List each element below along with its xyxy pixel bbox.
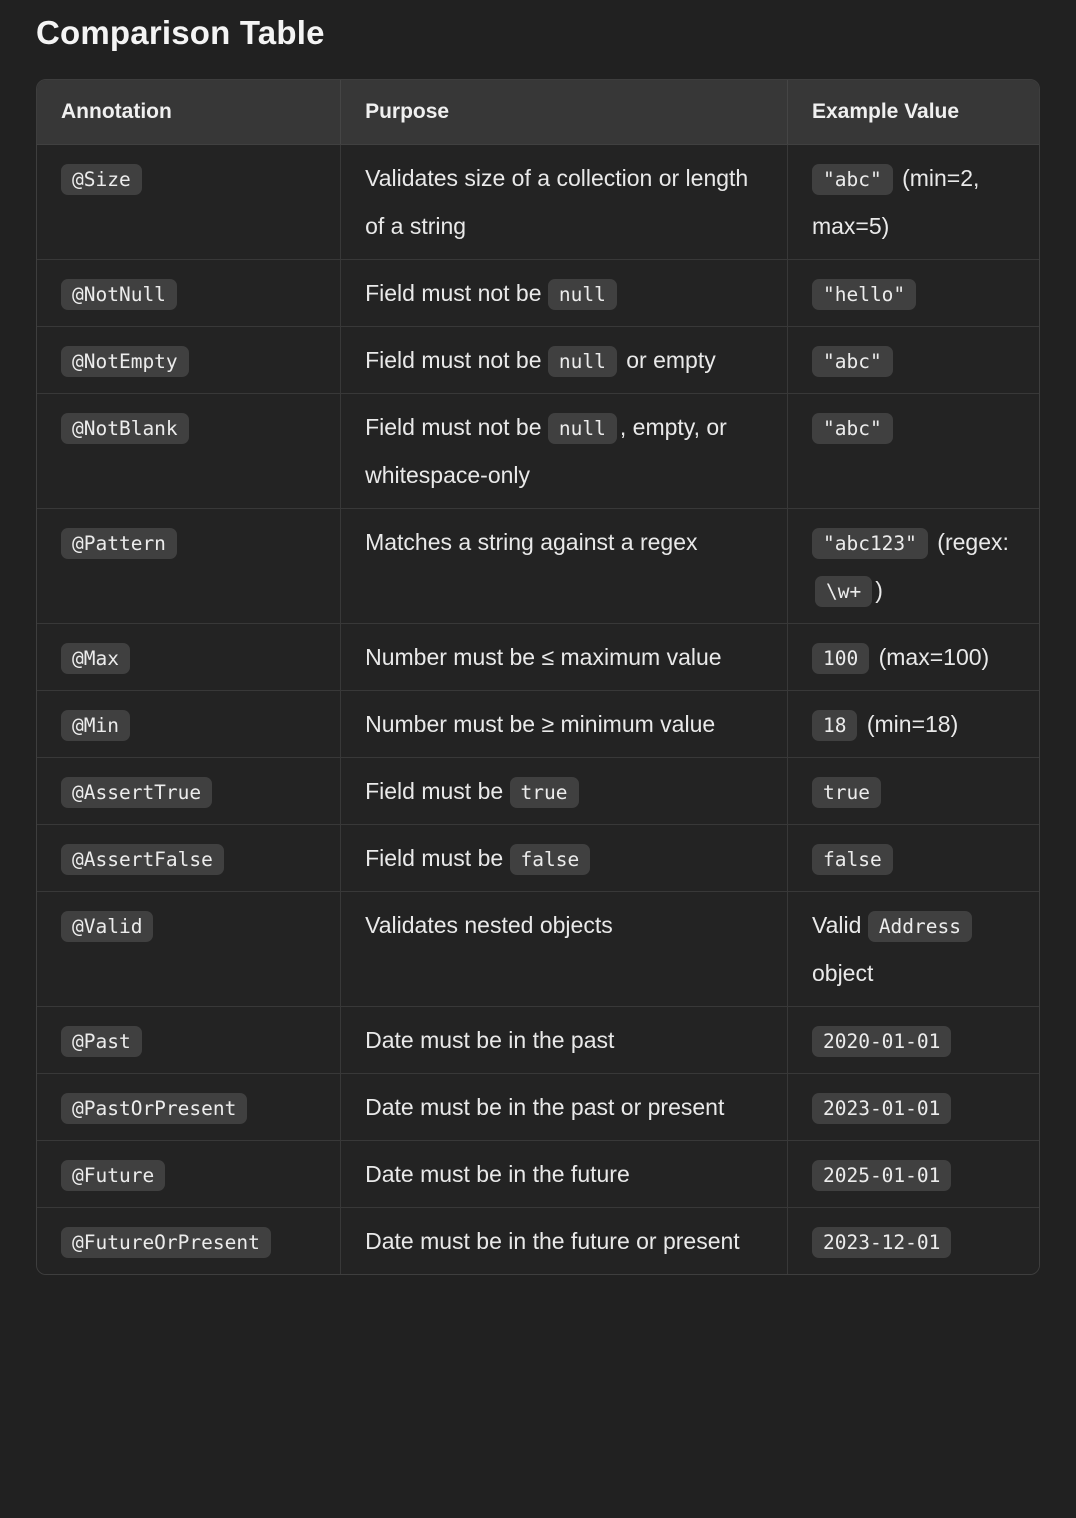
code-badge: @NotBlank bbox=[61, 413, 189, 444]
annotation-cell bbox=[37, 327, 341, 394]
code-badge: false bbox=[510, 844, 591, 875]
code-badge: 2025-01-01 bbox=[812, 1160, 951, 1191]
annotation-cell bbox=[37, 145, 341, 260]
example-value-cell bbox=[787, 1141, 1039, 1208]
annotation-cell bbox=[37, 825, 341, 892]
code-badge: null bbox=[548, 413, 617, 444]
purpose-cell: Field must be true bbox=[341, 758, 788, 825]
code-badge: @Size bbox=[61, 164, 142, 195]
code-badge: @Pattern bbox=[61, 528, 177, 559]
code-badge: @Min bbox=[61, 710, 130, 741]
code-badge: "abc" bbox=[812, 413, 893, 444]
col-header-purpose: Purpose bbox=[341, 80, 788, 145]
annotation-cell bbox=[37, 1141, 341, 1208]
purpose-cell: Date must be in the past or present bbox=[341, 1074, 788, 1141]
code-badge: Address bbox=[868, 911, 972, 942]
annotation-cell bbox=[37, 1007, 341, 1074]
table-header bbox=[37, 80, 1039, 145]
code-badge: @AssertFalse bbox=[61, 844, 224, 875]
code-badge: @Valid bbox=[61, 911, 153, 942]
code-badge: @FutureOrPresent bbox=[61, 1227, 271, 1258]
code-badge: true bbox=[510, 777, 579, 808]
example-value-cell bbox=[787, 327, 1039, 394]
annotation-cell bbox=[37, 509, 341, 624]
purpose-cell: Matches a string against a regex bbox=[341, 509, 788, 624]
code-badge: @NotNull bbox=[61, 279, 177, 310]
table-row bbox=[37, 145, 1039, 260]
purpose-cell: Validates size of a collection or length of a string bbox=[341, 145, 788, 260]
code-badge: 18 bbox=[812, 710, 857, 741]
code-badge: "hello" bbox=[812, 279, 916, 310]
example-value-cell bbox=[787, 1208, 1039, 1275]
table-row bbox=[37, 825, 1039, 892]
code-badge: 100 bbox=[812, 643, 869, 674]
header-row bbox=[37, 80, 1039, 145]
table-row bbox=[37, 758, 1039, 825]
annotation-cell bbox=[37, 1208, 341, 1275]
table-row bbox=[37, 691, 1039, 758]
annotation-cell bbox=[37, 758, 341, 825]
purpose-cell: Date must be in the future bbox=[341, 1141, 788, 1208]
code-badge: false bbox=[812, 844, 893, 875]
code-badge: @AssertTrue bbox=[61, 777, 212, 808]
code-badge: null bbox=[548, 346, 617, 377]
col-header-annotation: Annotation bbox=[37, 80, 341, 145]
table-row bbox=[37, 892, 1039, 1007]
purpose-cell: Date must be in the future or present bbox=[341, 1208, 788, 1275]
annotation-cell bbox=[37, 624, 341, 691]
code-badge: 2023-01-01 bbox=[812, 1093, 951, 1124]
purpose-cell: Field must not be null or empty bbox=[341, 327, 788, 394]
code-badge: "abc" bbox=[812, 346, 893, 377]
comparison-table-container bbox=[36, 79, 1040, 1275]
table-row bbox=[37, 1208, 1039, 1275]
example-value-cell bbox=[787, 1074, 1039, 1141]
annotation-cell bbox=[37, 394, 341, 509]
code-badge: @PastOrPresent bbox=[61, 1093, 247, 1124]
table-row bbox=[37, 260, 1039, 327]
annotation-cell bbox=[37, 260, 341, 327]
comparison-table bbox=[37, 80, 1039, 1274]
code-badge: null bbox=[548, 279, 617, 310]
code-badge: "abc" bbox=[812, 164, 893, 195]
example-value-cell: "abc123" (regex: \w+ ) bbox=[787, 509, 1039, 624]
example-value-cell: 100 (max=100) bbox=[787, 624, 1039, 691]
purpose-cell: Validates nested objects bbox=[341, 892, 788, 1007]
example-value-cell bbox=[787, 825, 1039, 892]
code-badge: "abc123" bbox=[812, 528, 928, 559]
table-row bbox=[37, 327, 1039, 394]
purpose-cell: Field must not be null bbox=[341, 260, 788, 327]
purpose-cell: Field must not be null , empty, or whitespace-only bbox=[341, 394, 788, 509]
example-value-cell bbox=[787, 260, 1039, 327]
example-value-cell bbox=[787, 758, 1039, 825]
annotation-cell bbox=[37, 691, 341, 758]
table-row bbox=[37, 1074, 1039, 1141]
purpose-cell: Number must be ≤ maximum value bbox=[341, 624, 788, 691]
code-badge: true bbox=[812, 777, 881, 808]
table-row bbox=[37, 1141, 1039, 1208]
page-title: Comparison Table bbox=[36, 14, 325, 51]
example-value-cell: 18 (min=18) bbox=[787, 691, 1039, 758]
code-badge: @NotEmpty bbox=[61, 346, 189, 377]
purpose-cell: Date must be in the past bbox=[341, 1007, 788, 1074]
purpose-cell: Number must be ≥ minimum value bbox=[341, 691, 788, 758]
code-badge: @Future bbox=[61, 1160, 165, 1191]
example-value-cell: Valid Address object bbox=[787, 892, 1039, 1007]
annotation-cell bbox=[37, 892, 341, 1007]
code-badge: \w+ bbox=[815, 576, 872, 607]
table-body bbox=[37, 145, 1039, 1275]
code-badge: 2020-01-01 bbox=[812, 1026, 951, 1057]
table-row bbox=[37, 624, 1039, 691]
purpose-cell: Field must be false bbox=[341, 825, 788, 892]
example-value-cell bbox=[787, 1007, 1039, 1074]
table-row bbox=[37, 1007, 1039, 1074]
example-value-cell: "abc" (min=2, max=5) bbox=[787, 145, 1039, 260]
code-badge: @Past bbox=[61, 1026, 142, 1057]
table-row bbox=[37, 509, 1039, 624]
code-badge: @Max bbox=[61, 643, 130, 674]
code-badge: 2023-12-01 bbox=[812, 1227, 951, 1258]
example-value-cell bbox=[787, 394, 1039, 509]
annotation-cell bbox=[37, 1074, 341, 1141]
col-header-example-value: Example Value bbox=[787, 80, 1039, 145]
table-row bbox=[37, 394, 1039, 509]
